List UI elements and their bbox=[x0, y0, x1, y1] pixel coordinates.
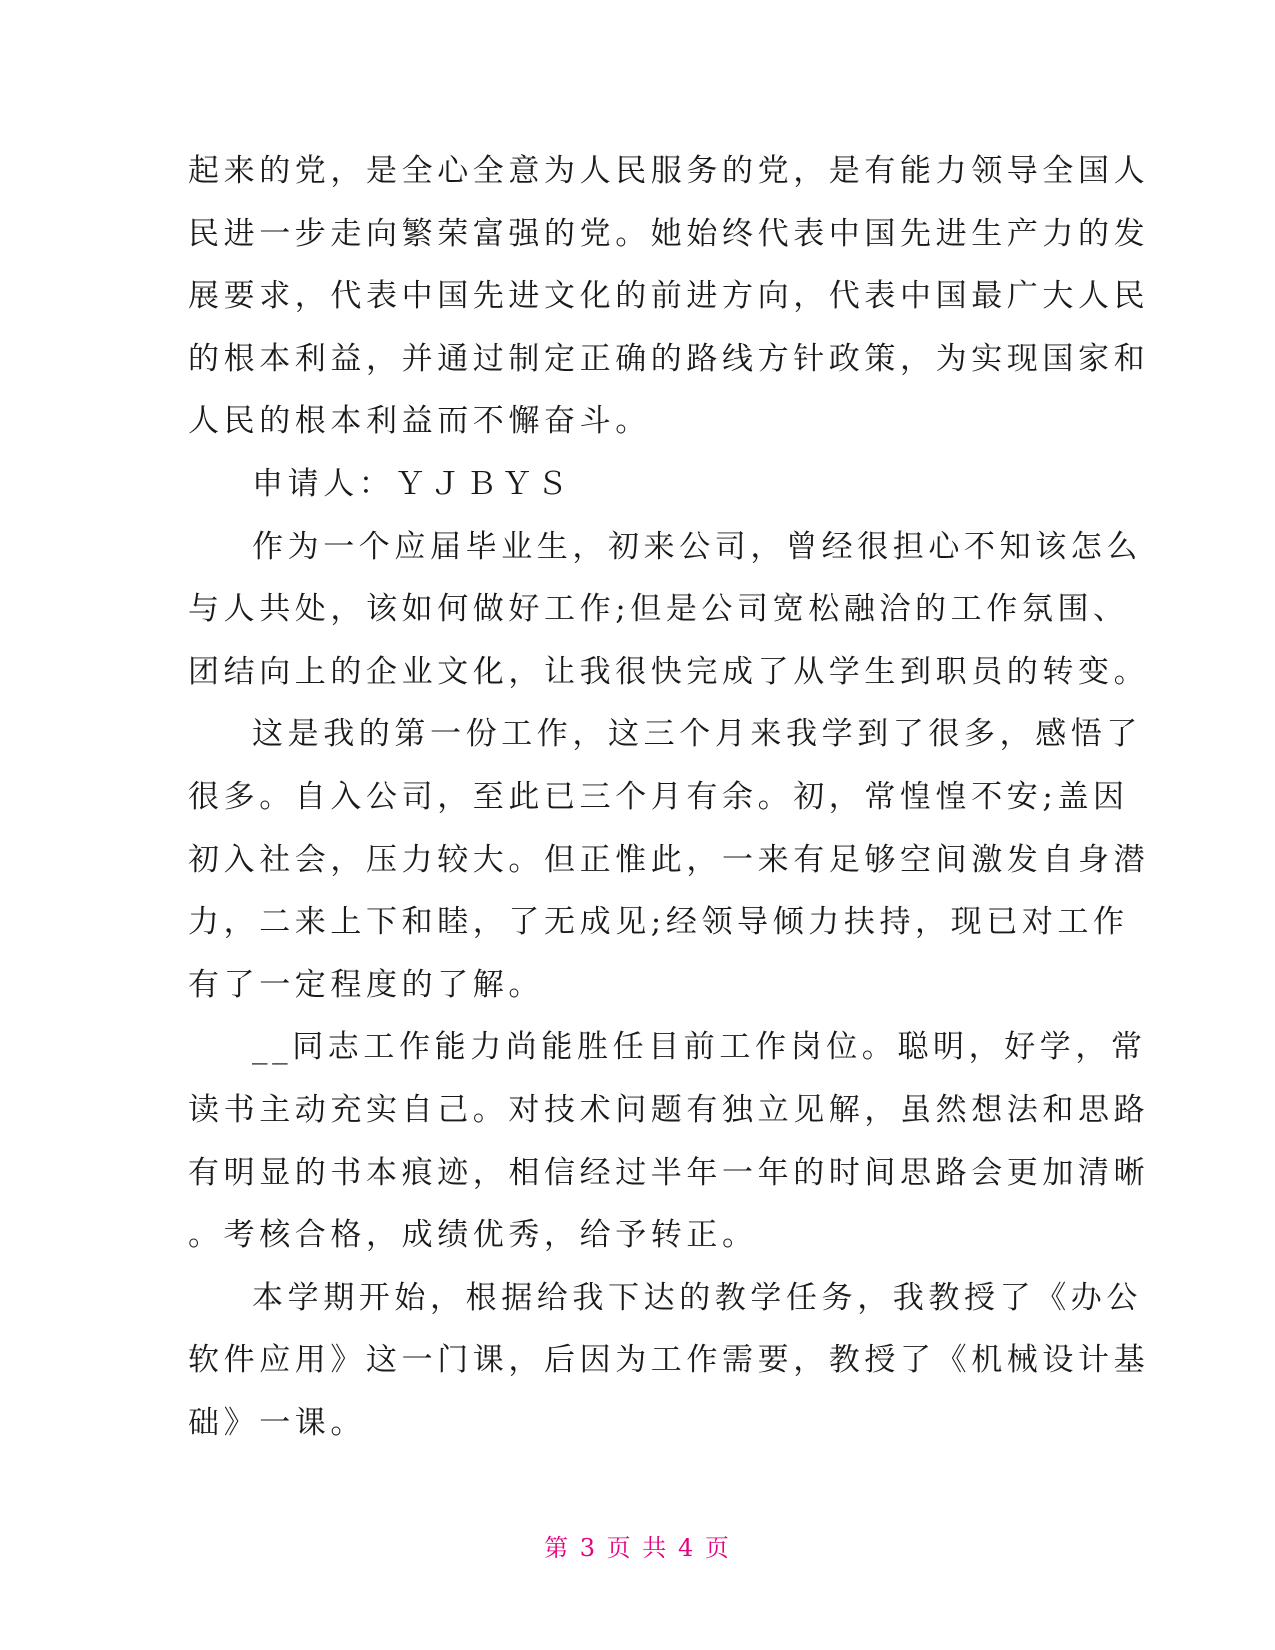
text-line: 申请人：ＹＪＢＹＳ bbox=[252, 465, 573, 502]
text-line: 力，二来上下和睦，了无成见;经领导倾力扶持，现已对工作 bbox=[188, 904, 1129, 941]
text-line: __同志工作能力尚能胜任目前工作岗位。聪明，好学，常 bbox=[252, 1029, 1147, 1066]
text-line: 软件应用》这一门课，后因为工作需要，教授了《机械设计基 bbox=[188, 1342, 1150, 1379]
text-line: 有明显的书本痕迹，相信经过半年一年的时间思路会更加清晰 bbox=[188, 1154, 1150, 1191]
text-line: 读书主动充实自己。对技术问题有独立见解，虽然想法和思路 bbox=[188, 1091, 1150, 1128]
text-line: 这是我的第一份工作，这三个月来我学到了很多，感悟了 bbox=[252, 716, 1142, 753]
paragraph-first-job bbox=[188, 703, 1150, 1016]
text-line: 。考核合格，成绩优秀，给予转正。 bbox=[188, 1217, 758, 1254]
document-body bbox=[188, 140, 1150, 1454]
text-line: 初入社会，压力较大。但正惟此，一来有足够空间激发自身潜 bbox=[188, 841, 1150, 878]
text-line: 与人共处，该如何做好工作;但是公司宽松融洽的工作氛围、 bbox=[188, 591, 1129, 628]
paragraph-evaluation bbox=[188, 1016, 1150, 1266]
text-line: 团结向上的企业文化，让我很快完成了从学生到职员的转变。 bbox=[188, 653, 1150, 690]
text-line: 础》一课。 bbox=[188, 1404, 366, 1441]
text-line: 作为一个应届毕业生，初来公司，曾经很担心不知该怎么 bbox=[252, 528, 1142, 565]
page-number-footer: 第 3 页 共 4 页 bbox=[544, 1534, 731, 1562]
paragraph-party-description bbox=[188, 140, 1150, 453]
paragraph-applicant bbox=[188, 453, 1088, 516]
text-line: 很多。自入公司，至此已三个月有余。初，常惶惶不安;盖因 bbox=[188, 778, 1129, 815]
text-line: 的根本利益，并通过制定正确的路线方针政策，为实现国家和 bbox=[188, 340, 1150, 377]
text-line: 有了一定程度的了解。 bbox=[188, 966, 544, 1003]
text-line: 起来的党，是全心全意为人民服务的党，是有能力领导全国人 bbox=[188, 153, 1150, 189]
paragraph-teaching bbox=[188, 1267, 1150, 1455]
paragraph-graduate bbox=[188, 516, 1150, 704]
text-line: 人民的根本利益而不懈奋斗。 bbox=[188, 403, 651, 440]
text-line: 民进一步走向繁荣富强的党。她始终代表中国先进生产力的发 bbox=[188, 215, 1150, 252]
text-line: 本学期开始，根据给我下达的教学任务，我教授了《办公 bbox=[252, 1279, 1142, 1316]
text-line: 展要求，代表中国先进文化的前进方向，代表中国最广大人民 bbox=[188, 278, 1150, 315]
